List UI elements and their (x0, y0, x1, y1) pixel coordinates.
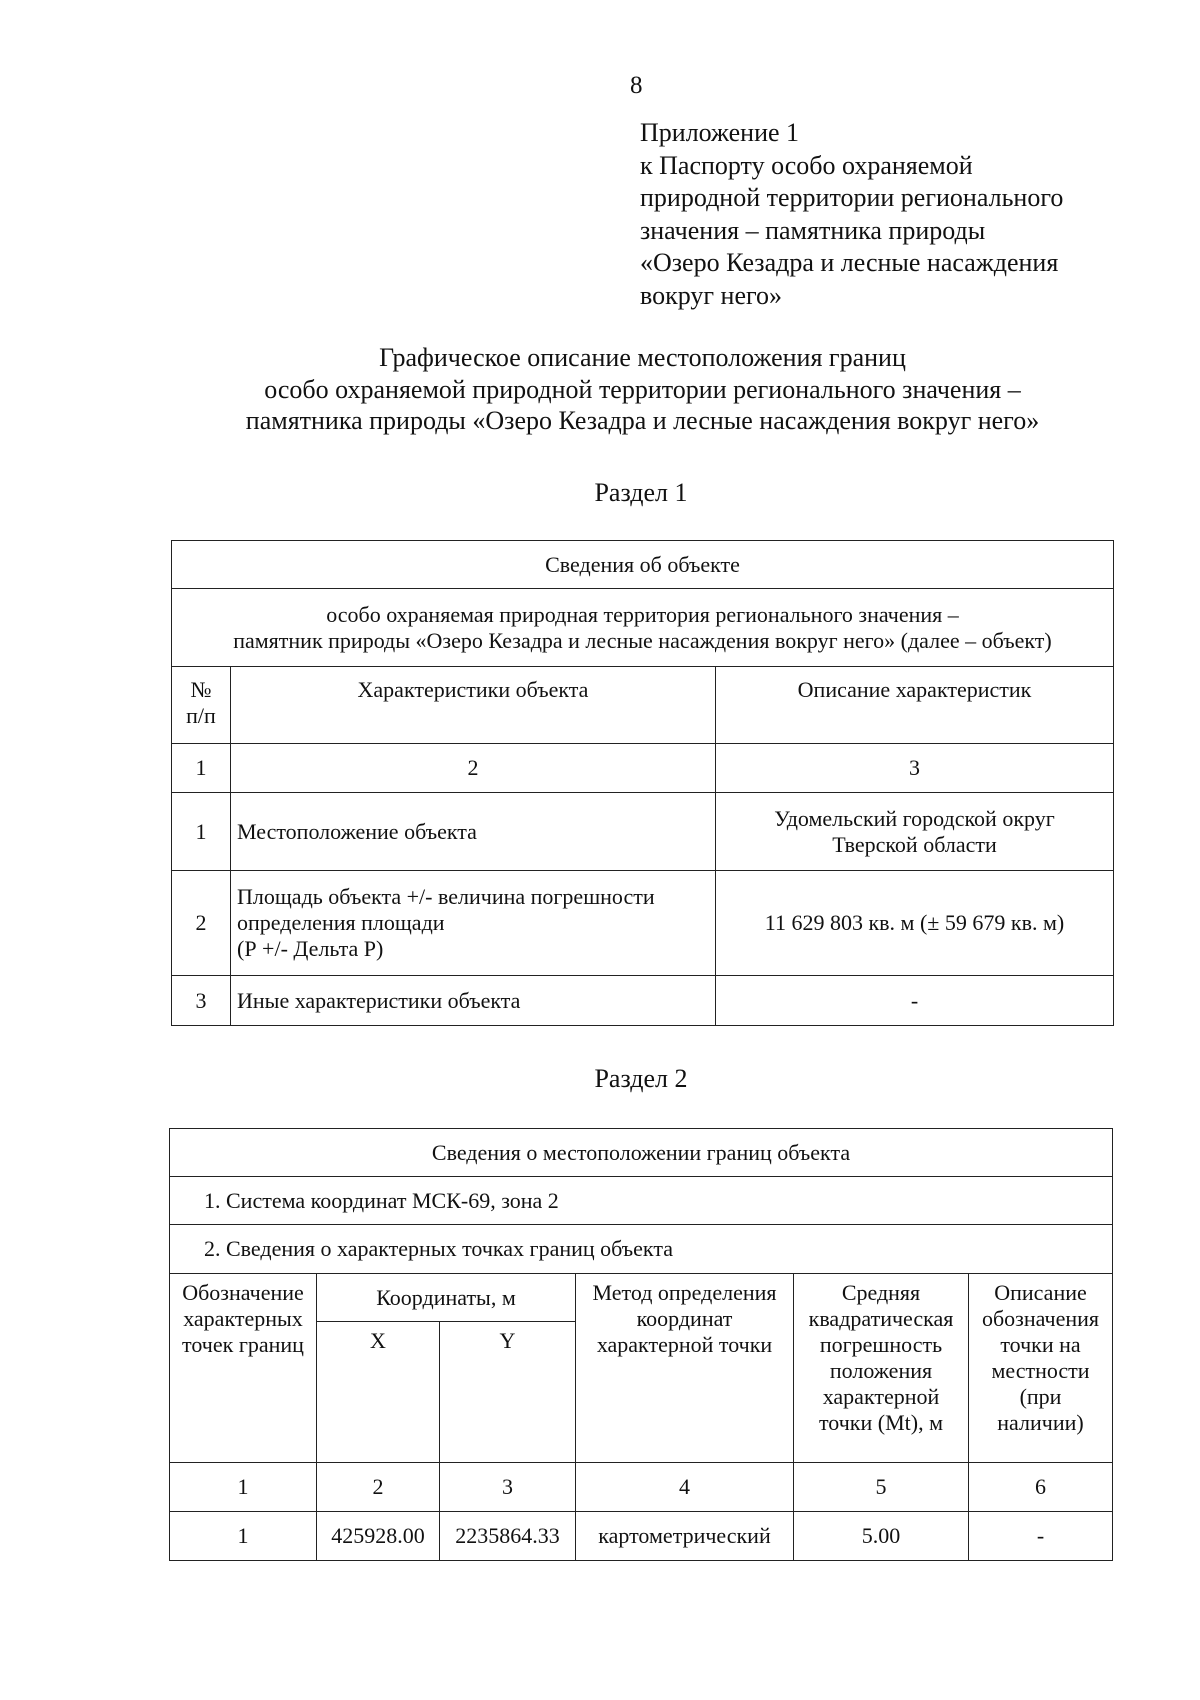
appendix-note (640, 117, 1160, 312)
header-num (172, 667, 231, 744)
row-characteristic-line: Площадь объекта +/- величина погрешности (237, 884, 655, 909)
header-description: Описание характеристик (716, 667, 1114, 744)
header-y: Y (440, 1322, 576, 1463)
header-error (794, 1274, 969, 1463)
row-characteristic-line: определения площади (237, 910, 445, 935)
section2-heading: Раздел 2 (594, 1064, 688, 1093)
header-error-line: погрешность (819, 1332, 943, 1357)
appendix-line: «Озеро Кезадра и лесные насаждения (640, 248, 1059, 277)
points-title-row (170, 1225, 1113, 1274)
table-row (172, 976, 1114, 1026)
title-line: Графическое описание местоположения границ (379, 343, 906, 372)
cell-y: 2235864.33 (440, 1512, 576, 1561)
object-name-line: особо охраняемая природная территория регионального значения – (326, 601, 959, 627)
column-number-row (172, 744, 1114, 793)
table-row (170, 1512, 1113, 1561)
cell-description: - (969, 1512, 1113, 1561)
table-row (172, 871, 1114, 976)
object-name (172, 589, 1114, 667)
cell-point: 1 (170, 1512, 317, 1561)
header-desc-line: (при (1019, 1384, 1062, 1409)
row-description: - (716, 976, 1114, 1026)
object-info-table (171, 540, 1114, 1026)
header-num-line: № (190, 677, 212, 702)
section1-heading: Раздел 1 (594, 478, 688, 507)
header-point (170, 1274, 317, 1463)
row-characteristic: Местоположение объекта (231, 793, 716, 871)
header-error-line: квадратическая (808, 1306, 954, 1331)
column-number: 3 (716, 744, 1114, 793)
object-name-line: памятник природы «Озеро Кезадра и лесные насаждения вокруг него» (далее – объект) (233, 627, 1052, 653)
row-description: 11 629 803 кв. м (± 59 679 кв. м) (716, 871, 1114, 976)
header-point-line: Обозначение (182, 1280, 304, 1305)
cell-x: 425928.00 (317, 1512, 440, 1561)
header-description (969, 1274, 1113, 1463)
header-desc-line: обозначения (981, 1306, 1100, 1331)
header-error-line: характерной (822, 1384, 940, 1409)
column-number: 2 (317, 1463, 440, 1512)
column-number: 4 (576, 1463, 794, 1512)
header-error-line: Средняя (841, 1280, 921, 1305)
points-title: 2. Сведения о характерных точках границ объекта (170, 1225, 1113, 1274)
row-description-line: Удомельский городской округ (774, 805, 1055, 831)
appendix-line: значения – памятника природы (640, 215, 986, 245)
boundary-points-table (169, 1128, 1113, 1561)
row-num: 2 (172, 871, 231, 976)
table-row (172, 793, 1114, 871)
header-row (170, 1274, 1113, 1322)
header-row (172, 667, 1114, 744)
header-error-line: точки (Mt), м (818, 1410, 944, 1435)
appendix-line: вокруг него» (640, 280, 783, 310)
cell-method: картометрический (576, 1512, 794, 1561)
appendix-line: к Паспорту особо охраняемой (640, 150, 973, 180)
column-number: 5 (794, 1463, 969, 1512)
header-error-line: положения (829, 1358, 933, 1383)
object-name-row (172, 589, 1114, 667)
header-characteristic: Характеристики объекта (231, 667, 716, 744)
table-title-row (172, 541, 1114, 589)
column-number-row (170, 1463, 1113, 1512)
header-point-line: характерных (183, 1306, 303, 1331)
appendix-line: Приложение 1 (640, 118, 800, 147)
column-number: 1 (172, 744, 231, 793)
header-num-line: п/п (186, 703, 216, 728)
column-number: 6 (969, 1463, 1113, 1512)
column-number: 2 (231, 744, 716, 793)
row-num: 1 (172, 793, 231, 871)
title-line: особо охраняемой природной территории регионального значения – (264, 374, 1021, 404)
header-point-line: точек границ (182, 1332, 304, 1357)
title-line: памятника природы «Озеро Кезадра и лесные насаждения вокруг него» (245, 406, 1040, 435)
header-desc-line: местности (991, 1358, 1090, 1383)
header-desc-line: Описание (994, 1280, 1087, 1305)
coord-system: 1. Система координат МСК-69, зона 2 (170, 1177, 1113, 1225)
header-coords: Координаты, м (317, 1274, 576, 1322)
header-desc-line: точки на (1000, 1332, 1081, 1357)
header-method-line: характерной точки (596, 1332, 773, 1357)
header-method-line: координат (636, 1306, 733, 1331)
header-method (576, 1274, 794, 1463)
header-method-line: Метод определения (592, 1280, 777, 1305)
row-description-line: Тверской области (832, 831, 997, 857)
row-characteristic: Иные характеристики объекта (231, 976, 716, 1026)
row-description (716, 793, 1114, 871)
coord-system-row (170, 1177, 1113, 1225)
row-characteristic-line: (Р +/- Дельта Р) (237, 936, 384, 961)
appendix-line: природной территории регионального (640, 183, 1064, 212)
table-title: Сведения об объекте (172, 541, 1114, 589)
page-number: 8 (630, 72, 643, 99)
row-num: 3 (172, 976, 231, 1026)
table-title: Сведения о местоположении границ объекта (170, 1129, 1113, 1177)
row-characteristic (231, 871, 716, 976)
header-x: X (317, 1322, 440, 1463)
column-number: 1 (170, 1463, 317, 1512)
column-number: 3 (440, 1463, 576, 1512)
table-title-row (170, 1129, 1113, 1177)
header-desc-line: наличии) (997, 1410, 1084, 1435)
cell-error: 5.00 (794, 1512, 969, 1561)
document-title (100, 342, 1185, 437)
